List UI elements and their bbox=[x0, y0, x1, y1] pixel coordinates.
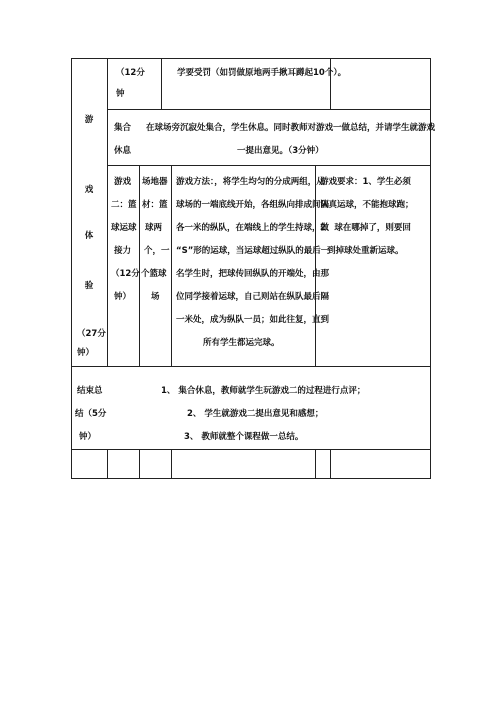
method-line-8: 所有学生都运完球。 bbox=[203, 338, 280, 348]
summary-label-line-1: 结束总 bbox=[77, 386, 103, 396]
col-line-4-footer bbox=[315, 449, 316, 478]
col-line-3 bbox=[171, 165, 172, 366]
row2-content-line-2: 一提出意见。（3分钟） bbox=[237, 146, 324, 156]
table-border-bottom bbox=[71, 478, 431, 479]
requirement-line-2: 认真运球，不能抱球跑； bbox=[320, 200, 414, 210]
game-name-line-5: （12分 bbox=[111, 269, 140, 279]
summary-label-line-2: 结（5分 bbox=[75, 409, 107, 419]
method-line-7: 一米处，成为纵队一员；如此往复，直到 bbox=[176, 315, 330, 325]
row2-content-line-1: 在球场旁沉寂处集合，学生休息。同时教师对游戏一做总结，并请学生就游戏 bbox=[146, 123, 436, 133]
venue-line-4: 个，一 bbox=[144, 246, 170, 256]
game-time-line-1: （27分 bbox=[77, 329, 106, 339]
row2-label-line-2: 休息 bbox=[114, 146, 132, 156]
col-line-2-footer bbox=[139, 449, 140, 478]
game-label-char-1: 游 bbox=[84, 115, 94, 125]
method-line-1: 游戏方法：，将学生均匀的分成两组，从 bbox=[176, 177, 325, 187]
row1-content: 学要受罚（如罚做原地两手揪耳蹲起10个）。 bbox=[177, 68, 347, 78]
method-line-4: “S”形的运球，当运球超过纵队的最后一 bbox=[176, 246, 330, 256]
requirement-line-1: 游戏要求：1、学生必须 bbox=[320, 177, 411, 187]
venue-line-5: 个篮球 bbox=[141, 269, 167, 279]
col-line-5-footer bbox=[330, 449, 331, 478]
table-border-top bbox=[71, 58, 431, 59]
requirement-line-4: 到掉球处重新运球。 bbox=[327, 246, 404, 256]
game-section-bottom-line bbox=[71, 366, 431, 367]
summary-item-2: 2、 学生就游戏二提出意见和感想； bbox=[187, 409, 324, 419]
venue-line-3: 球两 bbox=[145, 223, 163, 233]
summary-item-3: 3、 教师就整个课程做一总结。 bbox=[184, 432, 304, 442]
method-line-3: 各一米的纵队，在端线上的学生持球，做 bbox=[176, 223, 330, 233]
row1-time-line-1: （12分 bbox=[116, 68, 145, 78]
method-line-5: 名学生时，把球传回纵队的开端处，由那 bbox=[176, 269, 330, 279]
game-name-line-1: 游戏 bbox=[114, 177, 132, 187]
col-line-3-top bbox=[161, 58, 162, 109]
venue-line-2: 材：篮 bbox=[142, 200, 168, 210]
row1-time-line-2: 钟 bbox=[116, 89, 125, 99]
game-label-char-3: 体 bbox=[84, 231, 94, 241]
game-name-line-6: 钟） bbox=[114, 292, 132, 302]
row2-label-line-1: 集合 bbox=[114, 123, 132, 133]
col-line-1 bbox=[107, 58, 108, 366]
summary-label-line-3: 钟） bbox=[79, 432, 97, 442]
col-line-3-footer bbox=[171, 449, 172, 478]
game-label-char-2: 戏 bbox=[84, 185, 94, 195]
summary-bottom-line bbox=[71, 449, 431, 450]
game-time-line-2: 钟） bbox=[77, 348, 95, 358]
game-name-line-3: 球运球 bbox=[111, 223, 137, 233]
game-name-line-4: 接力 bbox=[114, 246, 132, 256]
venue-line-1: 场地器 bbox=[142, 177, 168, 187]
summary-item-1: 1、 集合休息，教师就学生玩游戏二的过程进行点评； bbox=[161, 386, 366, 396]
game-name-line-2: 二：篮 bbox=[111, 200, 137, 210]
method-line-6: 位同学接着运球，自己则站在纵队最后隔 bbox=[176, 292, 330, 302]
method-line-2: 球场的一端底线开始，各组纵向排成间隔 bbox=[176, 200, 330, 210]
game-label-char-4: 验 bbox=[84, 281, 94, 291]
col-line-1-footer bbox=[107, 449, 108, 478]
requirement-line-3: 2、球在哪掉了，则要回 bbox=[320, 223, 411, 233]
row1-bottom-line bbox=[107, 109, 431, 110]
venue-line-6: 场 bbox=[151, 292, 160, 302]
row2-bottom-line bbox=[107, 165, 431, 166]
